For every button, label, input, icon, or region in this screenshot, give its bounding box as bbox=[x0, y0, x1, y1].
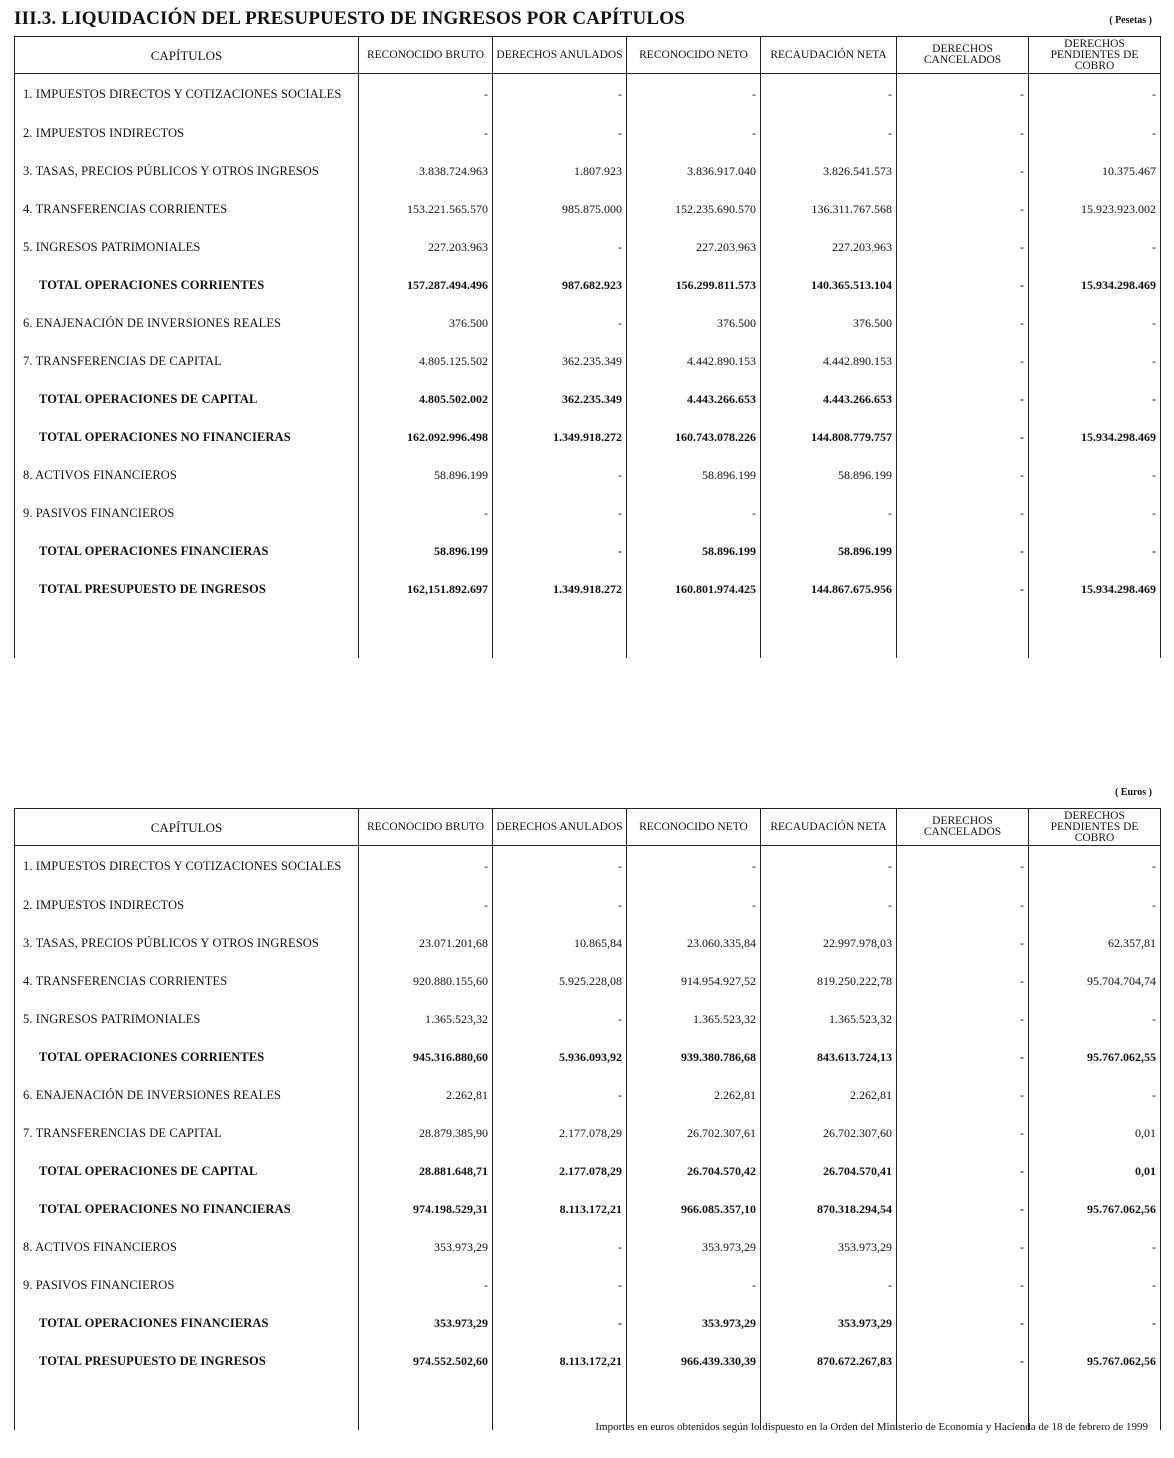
cell-derechos-anulados: 362.235.349 bbox=[493, 342, 627, 380]
cell-derechos-cancelados: - bbox=[897, 380, 1029, 418]
cell-reconocido-neto: - bbox=[627, 846, 761, 887]
cell-derechos-anulados: 5.936.093,92 bbox=[493, 1038, 627, 1076]
cell-derechos-cancelados: - bbox=[897, 886, 1029, 924]
col-header-recaudacion-neta: RECAUDACIÓN NETA bbox=[761, 37, 897, 74]
table-row bbox=[15, 924, 1161, 962]
col-header-capitulos: CAPÍTULOS bbox=[15, 809, 359, 846]
cell-derechos-pendientes: 62.357,81 bbox=[1029, 924, 1161, 962]
cell-derechos-pendientes: - bbox=[1029, 886, 1161, 924]
blank-row bbox=[15, 608, 1161, 658]
cell-reconocido-bruto: 58.896.199 bbox=[359, 456, 493, 494]
cell-reconocido-bruto: 4.805.502.002 bbox=[359, 380, 493, 418]
cell-capitulo: TOTAL OPERACIONES NO FINANCIERAS bbox=[15, 1190, 359, 1228]
cell-reconocido-neto: 353.973,29 bbox=[627, 1228, 761, 1266]
cell-capitulo: 6. ENAJENACIÓN DE INVERSIONES REALES bbox=[15, 304, 359, 342]
cell-derechos-cancelados: - bbox=[897, 1304, 1029, 1342]
cell-reconocido-neto: 2.262,81 bbox=[627, 1076, 761, 1114]
cell-derechos-anulados: - bbox=[493, 494, 627, 532]
table-row bbox=[15, 1228, 1161, 1266]
cell-recaudacion-neta: 58.896.199 bbox=[761, 532, 897, 570]
cell-reconocido-bruto: - bbox=[359, 846, 493, 887]
cell-derechos-cancelados: - bbox=[897, 962, 1029, 1000]
cell-recaudacion-neta: 227.203.963 bbox=[761, 228, 897, 266]
table-row bbox=[15, 1000, 1161, 1038]
cell-capitulo: 7. TRANSFERENCIAS DE CAPITAL bbox=[15, 1114, 359, 1152]
cell-derechos-cancelados: - bbox=[897, 846, 1029, 887]
cell-reconocido-bruto: - bbox=[359, 74, 493, 115]
euros-table-body bbox=[15, 846, 1161, 1431]
cell-reconocido-bruto: 4.805.125.502 bbox=[359, 342, 493, 380]
cell-derechos-anulados: - bbox=[493, 228, 627, 266]
cell-derechos-pendientes: - bbox=[1029, 1076, 1161, 1114]
cell-recaudacion-neta: 819.250.222,78 bbox=[761, 962, 897, 1000]
cell-reconocido-bruto: 974.198.529,31 bbox=[359, 1190, 493, 1228]
col-header-derechos-pendientes: DERECHOS PENDIENTES DE COBRO bbox=[1029, 37, 1161, 74]
cell-capitulo: 7. TRANSFERENCIAS DE CAPITAL bbox=[15, 342, 359, 380]
cell-reconocido-bruto: - bbox=[359, 494, 493, 532]
cell-reconocido-bruto: 353.973,29 bbox=[359, 1304, 493, 1342]
unit-label-euros: ( Euros ) bbox=[1114, 787, 1152, 798]
table-row bbox=[15, 532, 1161, 570]
table-row bbox=[15, 1152, 1161, 1190]
cell-recaudacion-neta: 870.318.294,54 bbox=[761, 1190, 897, 1228]
cell-capitulo: 1. IMPUESTOS DIRECTOS Y COTIZACIONES SOCIALES bbox=[15, 74, 359, 115]
cell-reconocido-neto: 160.801.974.425 bbox=[627, 570, 761, 608]
cell-capitulo: TOTAL OPERACIONES DE CAPITAL bbox=[15, 1152, 359, 1190]
cell-derechos-pendientes: - bbox=[1029, 380, 1161, 418]
cell-derechos-pendientes: 95.767.062,55 bbox=[1029, 1038, 1161, 1076]
cell-recaudacion-neta: 140.365.513.104 bbox=[761, 266, 897, 304]
col-header-derechos-cancelados: DERECHOS CANCELADOS bbox=[897, 809, 1029, 846]
cell-derechos-pendientes: - bbox=[1029, 1304, 1161, 1342]
cell-derechos-pendientes: - bbox=[1029, 1228, 1161, 1266]
cell-derechos-pendientes: - bbox=[1029, 1000, 1161, 1038]
cell-capitulo: TOTAL OPERACIONES CORRIENTES bbox=[15, 1038, 359, 1076]
cell-derechos-cancelados: - bbox=[897, 304, 1029, 342]
cell-reconocido-neto: 376.500 bbox=[627, 304, 761, 342]
cell-derechos-cancelados: - bbox=[897, 570, 1029, 608]
table-row bbox=[15, 114, 1161, 152]
cell-derechos-pendientes: 15.934.298.469 bbox=[1029, 570, 1161, 608]
cell-derechos-cancelados: - bbox=[897, 1190, 1029, 1228]
cell-reconocido-neto: 58.896.199 bbox=[627, 456, 761, 494]
cell-derechos-pendientes: 15.934.298.469 bbox=[1029, 266, 1161, 304]
cell-reconocido-neto: 1.365.523,32 bbox=[627, 1000, 761, 1038]
cell-recaudacion-neta: 1.365.523,32 bbox=[761, 1000, 897, 1038]
cell-reconocido-bruto: - bbox=[359, 114, 493, 152]
cell-derechos-anulados: 5.925.228,08 bbox=[493, 962, 627, 1000]
page-title: III.3. LIQUIDACIÓN DEL PRESUPUESTO DE INGRESOS POR CAPÍTULOS bbox=[14, 8, 685, 29]
cell-derechos-anulados: - bbox=[493, 1304, 627, 1342]
cell-reconocido-neto: 353.973,29 bbox=[627, 1304, 761, 1342]
cell-derechos-anulados: - bbox=[493, 532, 627, 570]
col-header-recaudacion-neta: RECAUDACIÓN NETA bbox=[761, 809, 897, 846]
cell-derechos-anulados: - bbox=[493, 886, 627, 924]
table-row bbox=[15, 1342, 1161, 1380]
col-header-derechos-pendientes: DERECHOS PENDIENTES DE COBRO bbox=[1029, 809, 1161, 846]
cell-reconocido-neto: 4.442.890.153 bbox=[627, 342, 761, 380]
cell-derechos-pendientes: - bbox=[1029, 342, 1161, 380]
cell-reconocido-neto: 26.704.570,42 bbox=[627, 1152, 761, 1190]
col-header-derechos-anulados: DERECHOS ANULADOS bbox=[493, 809, 627, 846]
cell-derechos-cancelados: - bbox=[897, 532, 1029, 570]
cell-derechos-pendientes: 15.923.923.002 bbox=[1029, 190, 1161, 228]
cell-derechos-cancelados: - bbox=[897, 1000, 1029, 1038]
cell-derechos-cancelados: - bbox=[897, 114, 1029, 152]
cell-derechos-pendientes: - bbox=[1029, 1266, 1161, 1304]
cell-capitulo: TOTAL OPERACIONES CORRIENTES bbox=[15, 266, 359, 304]
cell-recaudacion-neta: 353.973,29 bbox=[761, 1228, 897, 1266]
cell-capitulo: TOTAL OPERACIONES FINANCIERAS bbox=[15, 532, 359, 570]
cell-capitulo: 1. IMPUESTOS DIRECTOS Y COTIZACIONES SOCIALES bbox=[15, 846, 359, 887]
cell-recaudacion-neta: 22.997.978,03 bbox=[761, 924, 897, 962]
blank-cell bbox=[15, 608, 359, 658]
cell-reconocido-neto: 4.443.266.653 bbox=[627, 380, 761, 418]
table-row bbox=[15, 228, 1161, 266]
cell-capitulo: 2. IMPUESTOS INDIRECTOS bbox=[15, 114, 359, 152]
cell-derechos-pendientes: 10.375.467 bbox=[1029, 152, 1161, 190]
cell-reconocido-bruto: 974.552.502,60 bbox=[359, 1342, 493, 1380]
cell-capitulo: 3. TASAS, PRECIOS PÚBLICOS Y OTROS INGRESOS bbox=[15, 924, 359, 962]
cell-reconocido-neto: 966.439.330,39 bbox=[627, 1342, 761, 1380]
table-row bbox=[15, 418, 1161, 456]
cell-derechos-cancelados: - bbox=[897, 266, 1029, 304]
table-row bbox=[15, 886, 1161, 924]
cell-derechos-anulados: 987.682.923 bbox=[493, 266, 627, 304]
cell-derechos-anulados: 1.349.918.272 bbox=[493, 418, 627, 456]
cell-reconocido-neto: 227.203.963 bbox=[627, 228, 761, 266]
cell-derechos-cancelados: - bbox=[897, 1114, 1029, 1152]
footnote: Importes en euros obtenidos según lo dispuesto en la Orden del Ministerio de Economía y Hacienda de 18 de febrero de 1999 bbox=[595, 1421, 1148, 1433]
cell-derechos-pendientes: - bbox=[1029, 532, 1161, 570]
cell-reconocido-bruto: 162,151.892.697 bbox=[359, 570, 493, 608]
table-row bbox=[15, 1190, 1161, 1228]
col-header-reconocido-bruto: RECONOCIDO BRUTO bbox=[359, 37, 493, 74]
col-header-derechos-anulados: DERECHOS ANULADOS bbox=[493, 37, 627, 74]
cell-reconocido-neto: 58.896.199 bbox=[627, 532, 761, 570]
cell-reconocido-bruto: 945.316.880,60 bbox=[359, 1038, 493, 1076]
cell-reconocido-bruto: 376.500 bbox=[359, 304, 493, 342]
col-header-derechos-cancelados: DERECHOS CANCELADOS bbox=[897, 37, 1029, 74]
col-header-capitulos: CAPÍTULOS bbox=[15, 37, 359, 74]
cell-recaudacion-neta: 3.826.541.573 bbox=[761, 152, 897, 190]
cell-derechos-cancelados: - bbox=[897, 1342, 1029, 1380]
cell-derechos-anulados: 1.349.918.272 bbox=[493, 570, 627, 608]
cell-capitulo: 5. INGRESOS PATRIMONIALES bbox=[15, 1000, 359, 1038]
blank-cell bbox=[359, 1380, 493, 1430]
cell-derechos-pendientes: - bbox=[1029, 494, 1161, 532]
cell-recaudacion-neta: 26.702.307,60 bbox=[761, 1114, 897, 1152]
cell-derechos-pendientes: - bbox=[1029, 114, 1161, 152]
cell-reconocido-bruto: 353.973,29 bbox=[359, 1228, 493, 1266]
cell-recaudacion-neta: 4.443.266.653 bbox=[761, 380, 897, 418]
cell-derechos-pendientes: 0,01 bbox=[1029, 1114, 1161, 1152]
cell-derechos-cancelados: - bbox=[897, 152, 1029, 190]
table-row bbox=[15, 304, 1161, 342]
blank-cell bbox=[359, 608, 493, 658]
table-row bbox=[15, 152, 1161, 190]
unit-label-pesetas: ( Pesetas ) bbox=[1109, 15, 1152, 26]
table-row bbox=[15, 456, 1161, 494]
cell-derechos-cancelados: - bbox=[897, 418, 1029, 456]
cell-recaudacion-neta: 870.672.267,83 bbox=[761, 1342, 897, 1380]
table-row bbox=[15, 342, 1161, 380]
col-header-reconocido-neto: RECONOCIDO NETO bbox=[627, 37, 761, 74]
cell-capitulo: 2. IMPUESTOS INDIRECTOS bbox=[15, 886, 359, 924]
table-row bbox=[15, 846, 1161, 887]
cell-derechos-cancelados: - bbox=[897, 924, 1029, 962]
cell-capitulo: TOTAL OPERACIONES FINANCIERAS bbox=[15, 1304, 359, 1342]
cell-derechos-pendientes: - bbox=[1029, 228, 1161, 266]
cell-derechos-pendientes: 15.934.298.469 bbox=[1029, 418, 1161, 456]
cell-capitulo: TOTAL OPERACIONES NO FINANCIERAS bbox=[15, 418, 359, 456]
cell-derechos-pendientes: 0,01 bbox=[1029, 1152, 1161, 1190]
col-header-reconocido-bruto: RECONOCIDO BRUTO bbox=[359, 809, 493, 846]
cell-reconocido-neto: 152.235.690.570 bbox=[627, 190, 761, 228]
table-row bbox=[15, 962, 1161, 1000]
cell-capitulo: TOTAL OPERACIONES DE CAPITAL bbox=[15, 380, 359, 418]
cell-derechos-pendientes: - bbox=[1029, 304, 1161, 342]
cell-derechos-anulados: - bbox=[493, 846, 627, 887]
cell-derechos-anulados: - bbox=[493, 456, 627, 494]
cell-derechos-anulados: - bbox=[493, 304, 627, 342]
cell-reconocido-neto: 26.702.307,61 bbox=[627, 1114, 761, 1152]
table-row bbox=[15, 266, 1161, 304]
cell-reconocido-neto: 966.085.357,10 bbox=[627, 1190, 761, 1228]
table-row bbox=[15, 494, 1161, 532]
cell-derechos-cancelados: - bbox=[897, 1152, 1029, 1190]
table-row bbox=[15, 1076, 1161, 1114]
table-row bbox=[15, 1038, 1161, 1076]
euros-table bbox=[14, 808, 1161, 1430]
cell-reconocido-bruto: 28.881.648,71 bbox=[359, 1152, 493, 1190]
cell-capitulo: 4. TRANSFERENCIAS CORRIENTES bbox=[15, 190, 359, 228]
table-row bbox=[15, 1304, 1161, 1342]
pesetas-table-body bbox=[15, 74, 1161, 659]
cell-derechos-pendientes: - bbox=[1029, 846, 1161, 887]
cell-recaudacion-neta: - bbox=[761, 846, 897, 887]
cell-recaudacion-neta: 144.867.675.956 bbox=[761, 570, 897, 608]
cell-recaudacion-neta: 2.262,81 bbox=[761, 1076, 897, 1114]
cell-derechos-cancelados: - bbox=[897, 494, 1029, 532]
cell-recaudacion-neta: - bbox=[761, 494, 897, 532]
cell-derechos-cancelados: - bbox=[897, 1266, 1029, 1304]
cell-reconocido-bruto: 23.071.201,68 bbox=[359, 924, 493, 962]
cell-derechos-pendientes: 95.704.704,74 bbox=[1029, 962, 1161, 1000]
table-row bbox=[15, 380, 1161, 418]
cell-capitulo: 3. TASAS, PRECIOS PÚBLICOS Y OTROS INGRESOS bbox=[15, 152, 359, 190]
cell-derechos-pendientes: 95.767.062,56 bbox=[1029, 1342, 1161, 1380]
cell-recaudacion-neta: 144.808.779.757 bbox=[761, 418, 897, 456]
cell-derechos-anulados: 362.235.349 bbox=[493, 380, 627, 418]
cell-derechos-cancelados: - bbox=[897, 1038, 1029, 1076]
cell-reconocido-neto: - bbox=[627, 1266, 761, 1304]
cell-reconocido-bruto: 157.287.494.496 bbox=[359, 266, 493, 304]
cell-reconocido-neto: 160.743.078.226 bbox=[627, 418, 761, 456]
cell-derechos-anulados: 8.113.172,21 bbox=[493, 1342, 627, 1380]
cell-reconocido-bruto: 28.879.385,90 bbox=[359, 1114, 493, 1152]
cell-derechos-pendientes: - bbox=[1029, 74, 1161, 115]
cell-recaudacion-neta: 58.896.199 bbox=[761, 456, 897, 494]
blank-cell bbox=[15, 1380, 359, 1430]
cell-derechos-anulados: - bbox=[493, 74, 627, 115]
cell-derechos-anulados: 1.807.923 bbox=[493, 152, 627, 190]
table-row bbox=[15, 570, 1161, 608]
cell-reconocido-neto: 939.380.786,68 bbox=[627, 1038, 761, 1076]
cell-capitulo: 4. TRANSFERENCIAS CORRIENTES bbox=[15, 962, 359, 1000]
cell-reconocido-neto: - bbox=[627, 886, 761, 924]
cell-derechos-anulados: - bbox=[493, 1228, 627, 1266]
cell-capitulo: 9. PASIVOS FINANCIEROS bbox=[15, 494, 359, 532]
cell-derechos-anulados: - bbox=[493, 1076, 627, 1114]
cell-derechos-pendientes: 95.767.062,56 bbox=[1029, 1190, 1161, 1228]
cell-reconocido-neto: - bbox=[627, 74, 761, 115]
cell-recaudacion-neta: 26.704.570,41 bbox=[761, 1152, 897, 1190]
cell-recaudacion-neta: 4.442.890.153 bbox=[761, 342, 897, 380]
cell-recaudacion-neta: - bbox=[761, 1266, 897, 1304]
euros-table-header bbox=[15, 809, 1161, 846]
cell-derechos-anulados: - bbox=[493, 1000, 627, 1038]
cell-recaudacion-neta: - bbox=[761, 74, 897, 115]
cell-capitulo: TOTAL PRESUPUESTO DE INGRESOS bbox=[15, 1342, 359, 1380]
blank-cell bbox=[1029, 608, 1161, 658]
cell-derechos-anulados: - bbox=[493, 1266, 627, 1304]
cell-capitulo: 6. ENAJENACIÓN DE INVERSIONES REALES bbox=[15, 1076, 359, 1114]
cell-capitulo: 9. PASIVOS FINANCIEROS bbox=[15, 1266, 359, 1304]
cell-derechos-anulados: 2.177.078,29 bbox=[493, 1114, 627, 1152]
cell-reconocido-neto: 914.954.927,52 bbox=[627, 962, 761, 1000]
cell-capitulo: 8. ACTIVOS FINANCIEROS bbox=[15, 456, 359, 494]
cell-reconocido-bruto: 3.838.724.963 bbox=[359, 152, 493, 190]
cell-reconocido-neto: 23.060.335,84 bbox=[627, 924, 761, 962]
cell-reconocido-neto: - bbox=[627, 114, 761, 152]
cell-derechos-anulados: 8.113.172,21 bbox=[493, 1190, 627, 1228]
cell-derechos-anulados: 985.875.000 bbox=[493, 190, 627, 228]
cell-recaudacion-neta: 376.500 bbox=[761, 304, 897, 342]
table-row bbox=[15, 190, 1161, 228]
cell-derechos-cancelados: - bbox=[897, 1076, 1029, 1114]
cell-reconocido-bruto: 153.221.565.570 bbox=[359, 190, 493, 228]
table-row bbox=[15, 1266, 1161, 1304]
cell-recaudacion-neta: - bbox=[761, 886, 897, 924]
cell-reconocido-bruto: - bbox=[359, 886, 493, 924]
cell-derechos-cancelados: - bbox=[897, 1228, 1029, 1266]
cell-reconocido-bruto: 2.262,81 bbox=[359, 1076, 493, 1114]
pesetas-table bbox=[14, 36, 1161, 658]
cell-derechos-anulados: - bbox=[493, 114, 627, 152]
cell-capitulo: 8. ACTIVOS FINANCIEROS bbox=[15, 1228, 359, 1266]
cell-recaudacion-neta: - bbox=[761, 114, 897, 152]
col-header-reconocido-neto: RECONOCIDO NETO bbox=[627, 809, 761, 846]
cell-reconocido-bruto: 227.203.963 bbox=[359, 228, 493, 266]
cell-reconocido-neto: 3.836.917.040 bbox=[627, 152, 761, 190]
blank-cell bbox=[761, 608, 897, 658]
cell-reconocido-neto: - bbox=[627, 494, 761, 532]
cell-reconocido-bruto: 1.365.523,32 bbox=[359, 1000, 493, 1038]
cell-reconocido-bruto: - bbox=[359, 1266, 493, 1304]
cell-derechos-anulados: 2.177.078,29 bbox=[493, 1152, 627, 1190]
cell-derechos-cancelados: - bbox=[897, 228, 1029, 266]
blank-cell bbox=[897, 608, 1029, 658]
pesetas-table-header bbox=[15, 37, 1161, 74]
cell-reconocido-bruto: 58.896.199 bbox=[359, 532, 493, 570]
cell-derechos-anulados: 10.865,84 bbox=[493, 924, 627, 962]
cell-recaudacion-neta: 843.613.724,13 bbox=[761, 1038, 897, 1076]
cell-reconocido-bruto: 920.880.155,60 bbox=[359, 962, 493, 1000]
cell-derechos-cancelados: - bbox=[897, 342, 1029, 380]
cell-reconocido-bruto: 162.092.996.498 bbox=[359, 418, 493, 456]
cell-derechos-cancelados: - bbox=[897, 74, 1029, 115]
cell-capitulo: TOTAL PRESUPUESTO DE INGRESOS bbox=[15, 570, 359, 608]
cell-recaudacion-neta: 136.311.767.568 bbox=[761, 190, 897, 228]
blank-cell bbox=[493, 608, 627, 658]
blank-cell bbox=[627, 608, 761, 658]
cell-reconocido-neto: 156.299.811.573 bbox=[627, 266, 761, 304]
cell-capitulo: 5. INGRESOS PATRIMONIALES bbox=[15, 228, 359, 266]
table-row bbox=[15, 1114, 1161, 1152]
cell-derechos-cancelados: - bbox=[897, 190, 1029, 228]
table-row bbox=[15, 74, 1161, 115]
cell-derechos-cancelados: - bbox=[897, 456, 1029, 494]
cell-recaudacion-neta: 353.973,29 bbox=[761, 1304, 897, 1342]
cell-derechos-pendientes: - bbox=[1029, 456, 1161, 494]
